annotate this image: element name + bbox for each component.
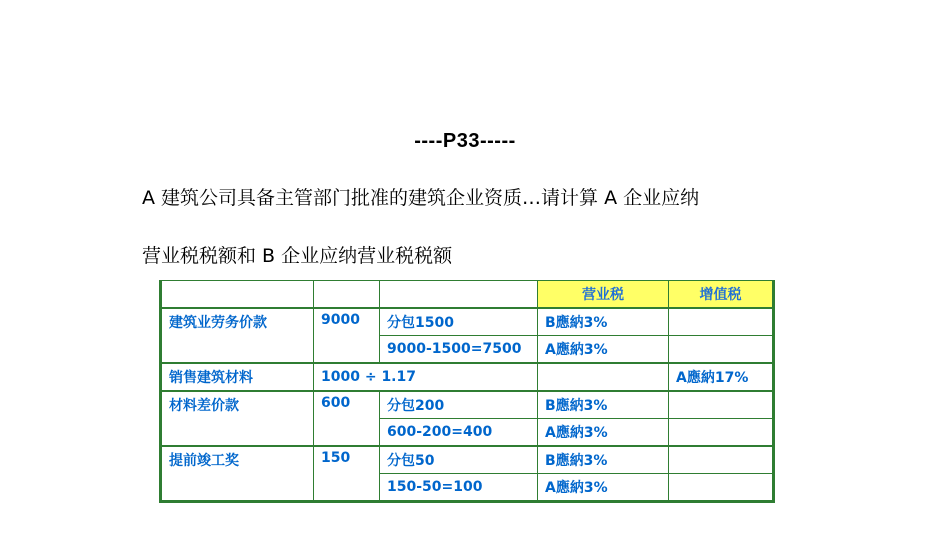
row-vat: [669, 446, 774, 474]
header-cell-detail: [380, 281, 538, 309]
header-business-tax: 营业税: [538, 281, 669, 309]
slide-title: ----P33-----: [414, 130, 516, 152]
row-vat: A應納17%: [669, 363, 774, 391]
row-amount: 1000 ÷ 1.17: [314, 363, 538, 391]
row-detail: 9000-1500=7500: [380, 336, 538, 364]
table-row: [161, 363, 774, 391]
row-vat: [669, 308, 774, 336]
header-cell-amount: [314, 281, 380, 309]
header-cell-item: [161, 281, 314, 309]
row-vat: [669, 391, 774, 419]
row-business-tax: B應納3%: [538, 391, 669, 419]
row-detail: 600-200=400: [380, 419, 538, 447]
row-detail: 分包50: [380, 446, 538, 474]
row-vat: [669, 474, 774, 502]
question-line-1: A 建筑公司具备主管部门批准的建筑企业资质…请计算 A 企业应纳: [142, 187, 700, 209]
row-item: 销售建筑材料: [161, 363, 314, 391]
row-amount: 9000: [314, 308, 380, 363]
row-vat: [669, 336, 774, 364]
row-business-tax: [538, 363, 669, 391]
row-business-tax: A應納3%: [538, 474, 669, 502]
row-item: 建筑业劳务价款: [161, 308, 314, 363]
row-amount: 150: [314, 446, 380, 502]
row-business-tax: A應納3%: [538, 419, 669, 447]
row-business-tax: A應納3%: [538, 336, 669, 364]
table-row: [161, 446, 774, 474]
tax-table: [159, 280, 775, 503]
row-detail: 分包200: [380, 391, 538, 419]
row-detail: 150-50=100: [380, 474, 538, 502]
header-vat: 增值税: [669, 281, 774, 309]
row-business-tax: B應納3%: [538, 446, 669, 474]
row-amount: 600: [314, 391, 380, 446]
row-item: 材料差价款: [161, 391, 314, 446]
table-row: [161, 308, 774, 336]
row-vat: [669, 419, 774, 447]
table-row: [161, 391, 774, 419]
row-business-tax: B應納3%: [538, 308, 669, 336]
row-item: 提前竣工奖: [161, 446, 314, 502]
question-line-2: 营业税税额和 B 企业应纳营业税税额: [142, 245, 453, 267]
row-detail: 分包1500: [380, 308, 538, 336]
table-header-row: [161, 281, 774, 309]
